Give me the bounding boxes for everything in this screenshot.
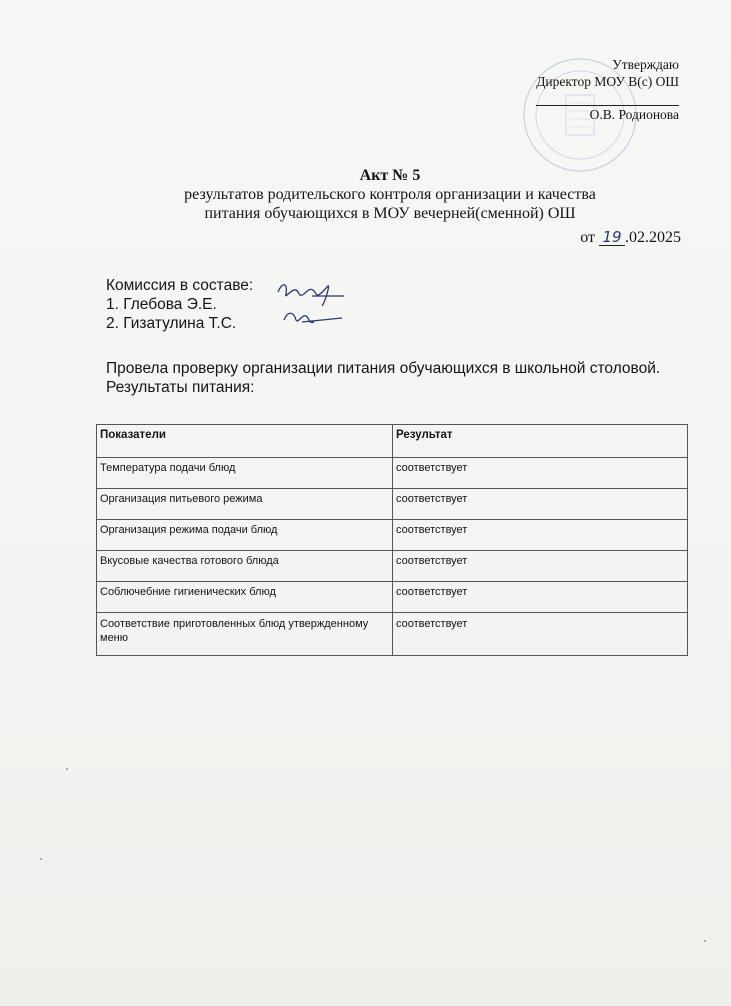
- result-cell: соответствует: [393, 458, 688, 489]
- column-header-indicator: Показатели: [97, 425, 393, 458]
- result-cell: соответствует: [393, 613, 688, 656]
- result-cell: соответствует: [393, 551, 688, 582]
- approval-position: Директор МОУ В(с) ОШ: [536, 74, 679, 89]
- table-row: [97, 458, 688, 489]
- commission-block: [106, 276, 253, 333]
- indicator-cell: Организация питьевого режима: [97, 489, 393, 520]
- result-cell: соответствует: [393, 520, 688, 551]
- approval-block: [536, 56, 679, 123]
- column-header-result: Результат: [393, 425, 688, 458]
- scan-speck: [40, 858, 42, 860]
- table-row: [97, 613, 688, 656]
- indicator-cell: Вкусовые качества готового блюда: [97, 551, 393, 582]
- table-row: [97, 551, 688, 582]
- member-signatures-icon: [272, 276, 352, 332]
- table-row: [97, 520, 688, 551]
- results-table: [96, 424, 688, 656]
- inspection-text: Провела проверку организации питания обучающихся в школьной столовой.: [106, 360, 661, 377]
- approval-signature-line: [536, 92, 679, 106]
- inspection-paragraph: [106, 359, 686, 397]
- table-row: [97, 489, 688, 520]
- table-row: [97, 582, 688, 613]
- result-cell: соответствует: [393, 489, 688, 520]
- act-subtitle-line-1: результатов родительского контроля организации и качества: [184, 186, 596, 203]
- indicator-cell: Организация режима подачи блюд: [97, 520, 393, 551]
- commission-label: Комиссия в составе:: [106, 277, 254, 294]
- indicator-cell: Соответствие приготовленных блюд утвержденному меню: [97, 613, 393, 656]
- date-day-handwritten: 19: [599, 230, 625, 246]
- act-subtitle-line-2: питания обучающихся в МОУ вечерней(сменной) ОШ: [204, 205, 576, 222]
- result-cell: соответствует: [393, 582, 688, 613]
- commission-member-1: 1. Глебова Э.Е.: [106, 296, 217, 313]
- date-prefix: от: [580, 229, 595, 246]
- approval-title: Утверждаю: [612, 57, 679, 72]
- act-title-block: [100, 166, 680, 223]
- approval-director-name: О.В. Родионова: [589, 107, 679, 122]
- commission-member-2: 2. Гизатулина Т.С.: [106, 315, 237, 332]
- date-month-year: .02.2025: [625, 229, 681, 246]
- results-label: Результаты питания:: [106, 379, 255, 396]
- scan-speck: [66, 768, 68, 770]
- act-heading: Акт № 5: [359, 167, 421, 184]
- indicator-cell: Температура подачи блюд: [97, 458, 393, 489]
- indicator-cell: Соблючебние гигиенических блюд: [97, 582, 393, 613]
- scan-speck: [704, 940, 706, 942]
- table-header-row: [97, 425, 688, 458]
- act-date: [580, 229, 681, 247]
